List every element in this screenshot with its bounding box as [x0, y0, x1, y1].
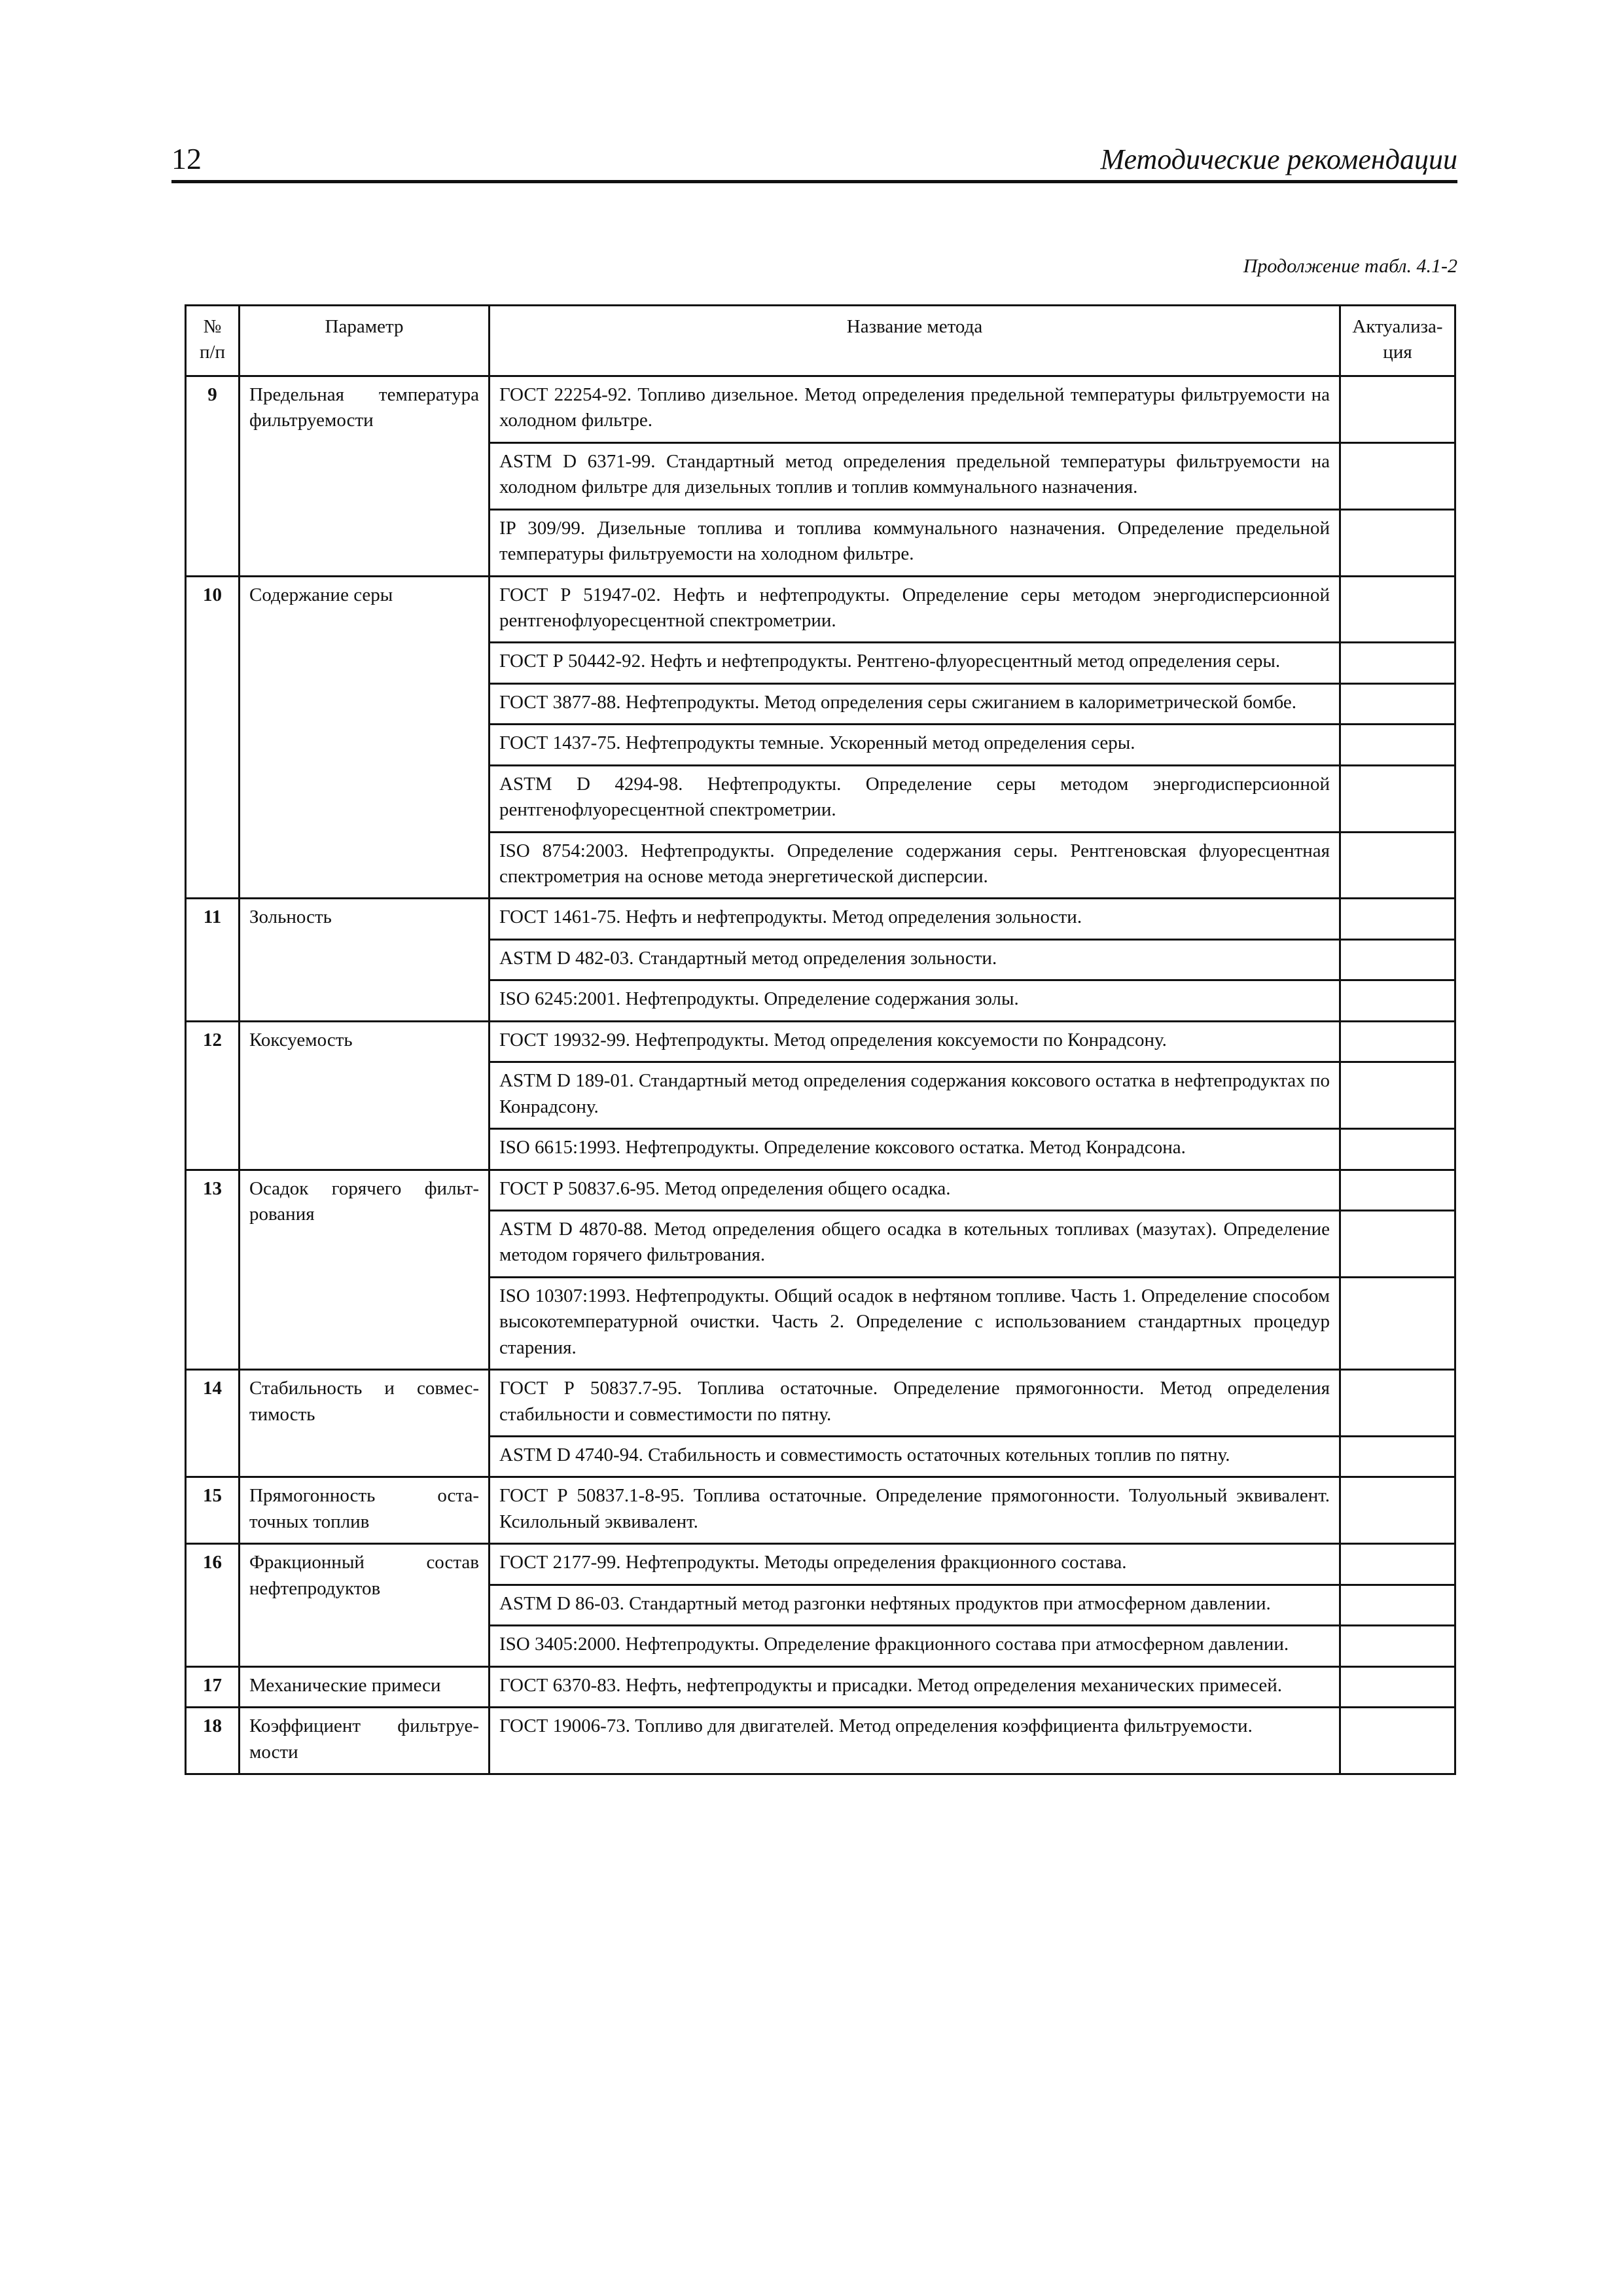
row-number: 10	[186, 576, 240, 899]
methods-table	[185, 304, 1456, 1775]
actualization-cell	[1340, 1666, 1455, 1707]
parameter-cell: Прямогонность оста-точных топлив	[240, 1477, 490, 1544]
table-row	[186, 1370, 1455, 1437]
table-row	[186, 899, 1455, 939]
table-body	[186, 376, 1455, 1774]
method-cell: ASTM D 4294-98. Нефтепродукты. Определение серы методом энергодисперсионной рентгенофлуоресцентной спектрометрии.	[490, 765, 1340, 832]
column-header-actual: Актуализа-ция	[1340, 306, 1455, 376]
actualization-cell	[1340, 1437, 1455, 1477]
method-cell: ISO 6245:2001. Нефтепродукты. Определение содержания золы.	[490, 980, 1340, 1021]
column-header-param: Параметр	[240, 306, 490, 376]
row-number: 11	[186, 899, 240, 1021]
method-cell: ASTM D 482-03. Стандартный метод определения зольности.	[490, 939, 1340, 980]
actualization-cell	[1340, 1062, 1455, 1129]
method-cell: ISO 6615:1993. Нефтепродукты. Определение коксового остатка. Метод Конрадсона.	[490, 1129, 1340, 1170]
actualization-cell	[1340, 1021, 1455, 1062]
actualization-cell	[1340, 1210, 1455, 1277]
method-cell: ГОСТ 6370-83. Нефть, нефтепродукты и присадки. Метод определения механических примесей.	[490, 1666, 1340, 1707]
column-header-method: Название метода	[490, 306, 1340, 376]
method-cell: ГОСТ Р 51947-02. Нефть и нефтепродукты. Определение серы методом энергодисперсионной рентгенофлуоресцентной спектрометрии.	[490, 576, 1340, 643]
table-caption: Продолжение табл. 4.1-2	[1243, 255, 1457, 277]
method-cell: ГОСТ 22254-92. Топливо дизельное. Метод определения предельной температуры фильтруемости на холодном фильтре.	[490, 376, 1340, 442]
actualization-cell	[1340, 939, 1455, 980]
table-row	[186, 1544, 1455, 1585]
row-number: 18	[186, 1708, 240, 1774]
actualization-cell	[1340, 765, 1455, 832]
table-row	[186, 1170, 1455, 1210]
page-header	[171, 141, 1457, 183]
table-row	[186, 376, 1455, 442]
actualization-cell	[1340, 725, 1455, 765]
method-cell: ASTM D 86-03. Стандартный метод разгонки нефтяных продуктов при атмосферном давлении.	[490, 1585, 1340, 1625]
parameter-cell: Коксуемость	[240, 1021, 490, 1170]
row-number: 14	[186, 1370, 240, 1477]
running-title: Методические рекомендации	[1100, 143, 1457, 175]
actualization-cell	[1340, 1708, 1455, 1774]
actualization-cell	[1340, 576, 1455, 643]
method-cell: ГОСТ 19932-99. Нефтепродукты. Метод определения коксуемости по Конрадсону.	[490, 1021, 1340, 1062]
method-cell: ASTM D 4740-94. Стабильность и совместимость остаточных котельных топлив по пятну.	[490, 1437, 1340, 1477]
parameter-cell: Зольность	[240, 899, 490, 1021]
row-number: 15	[186, 1477, 240, 1544]
parameter-cell: Механические примеси	[240, 1666, 490, 1707]
method-cell: ISO 3405:2000. Нефтепродукты. Определение фракционного состава при атмосферном давлении.	[490, 1626, 1340, 1666]
method-cell: ГОСТ Р 50837.7-95. Топлива остаточные. Определение прямогонности. Метод определения стабильности и совместимости по пятну.	[490, 1370, 1340, 1437]
actualization-cell	[1340, 509, 1455, 576]
actualization-cell	[1340, 1544, 1455, 1585]
actualization-cell	[1340, 1477, 1455, 1544]
method-cell: ISO 10307:1993. Нефтепродукты. Общий осадок в нефтяном топливе. Часть 1. Определение способом высокотемпературной очистки. Часть 2. Определение с использованием стандартных процедур старения.	[490, 1277, 1340, 1369]
method-cell: IP 309/99. Дизельные топлива и топлива коммунального назначения. Определение предельной температуры фильтруемости на холодном фильтре.	[490, 509, 1340, 576]
parameter-cell: Фракционный состав нефтепродуктов	[240, 1544, 490, 1666]
actualization-cell	[1340, 643, 1455, 683]
actualization-cell	[1340, 899, 1455, 939]
parameter-cell: Предельная температура фильтруемости	[240, 376, 490, 576]
actualization-cell	[1340, 980, 1455, 1021]
actualization-cell	[1340, 832, 1455, 899]
method-cell: ГОСТ 3877-88. Нефтепродукты. Метод определения серы сжиганием в калориметрической бомбе.	[490, 683, 1340, 724]
parameter-cell: Стабильность и совмес-тимость	[240, 1370, 490, 1477]
actualization-cell	[1340, 1626, 1455, 1666]
row-number: 13	[186, 1170, 240, 1370]
table-row	[186, 576, 1455, 643]
method-cell: ГОСТ 1461-75. Нефть и нефтепродукты. Метод определения зольности.	[490, 899, 1340, 939]
actualization-cell	[1340, 1370, 1455, 1437]
table-row	[186, 1477, 1455, 1544]
method-cell: ГОСТ Р 50442-92. Нефть и нефтепродукты. Рентгено-флуоресцентный метод определения серы.	[490, 643, 1340, 683]
table-row	[186, 1708, 1455, 1774]
actualization-cell	[1340, 683, 1455, 724]
row-number: 12	[186, 1021, 240, 1170]
method-cell: ГОСТ Р 50837.1-8-95. Топлива остаточные. Определение прямогонности. Толуольный эквивалент. Ксилольный эквивалент.	[490, 1477, 1340, 1544]
parameter-cell: Содержание серы	[240, 576, 490, 899]
actualization-cell	[1340, 1585, 1455, 1625]
method-cell: ГОСТ Р 50837.6-95. Метод определения общего осадка.	[490, 1170, 1340, 1210]
parameter-cell: Осадок горячего фильт-рования	[240, 1170, 490, 1370]
method-cell: ГОСТ 1437-75. Нефтепродукты темные. Ускоренный метод определения серы.	[490, 725, 1340, 765]
column-header-num: № п/п	[186, 306, 240, 376]
table-header-row	[186, 306, 1455, 376]
method-cell: ASTM D 6371-99. Стандартный метод определения предельной температуры фильтруемости на холодном фильтре для дизельных топлив и топлив коммунального назначения.	[490, 442, 1340, 509]
method-cell: ГОСТ 2177-99. Нефтепродукты. Методы определения фракционного состава.	[490, 1544, 1340, 1585]
actualization-cell	[1340, 1277, 1455, 1369]
method-cell: ISO 8754:2003. Нефтепродукты. Определение содержания серы. Рентгеновская флуоресцентная спектрометрия на основе метода энергетической дисперсии.	[490, 832, 1340, 899]
table-row	[186, 1021, 1455, 1062]
row-number: 16	[186, 1544, 240, 1666]
method-cell: ASTM D 189-01. Стандартный метод определения содержания коксового остатка в нефтепродуктах по Конрадсону.	[490, 1062, 1340, 1129]
row-number: 9	[186, 376, 240, 576]
parameter-cell: Коэффициент фильтруе-мости	[240, 1708, 490, 1774]
page-number: 12	[171, 142, 202, 175]
actualization-cell	[1340, 442, 1455, 509]
actualization-cell	[1340, 376, 1455, 442]
method-cell: ГОСТ 19006-73. Топливо для двигателей. Метод определения коэффициента фильтруемости.	[490, 1708, 1340, 1774]
actualization-cell	[1340, 1170, 1455, 1210]
row-number: 17	[186, 1666, 240, 1707]
method-cell: ASTM D 4870-88. Метод определения общего осадка в котельных топливах (мазутах). Определение методом горячего фильтрования.	[490, 1210, 1340, 1277]
actualization-cell	[1340, 1129, 1455, 1170]
table-row	[186, 1666, 1455, 1707]
